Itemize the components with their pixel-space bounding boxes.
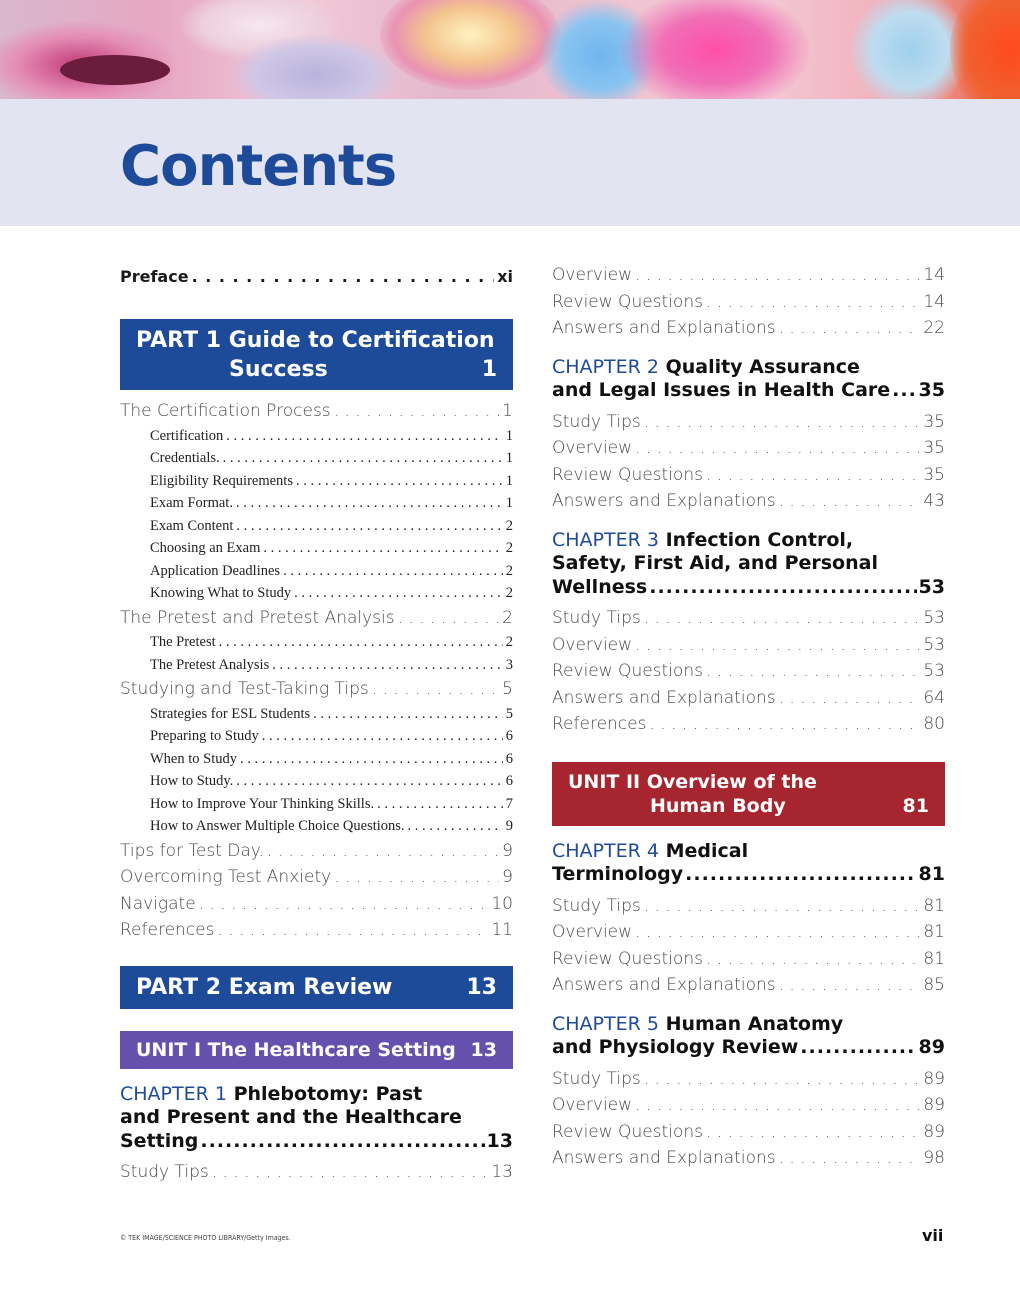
part-1-heading[interactable] xyxy=(120,319,513,390)
chapter-title-line1: Infection Control, xyxy=(665,528,854,551)
entry-page: 81 xyxy=(923,948,945,969)
dot-leader xyxy=(267,838,499,865)
dot-leader xyxy=(372,676,499,703)
dot-leader xyxy=(779,685,921,712)
dot-leader xyxy=(706,946,920,973)
dot-leader xyxy=(685,863,916,887)
dot-leader xyxy=(334,864,499,891)
chapter-page: 13 xyxy=(486,1129,513,1152)
unit-2-heading[interactable] xyxy=(552,762,945,826)
entry-label: Knowing What to Study xyxy=(150,585,292,601)
chapter-number: CHAPTER 5 xyxy=(552,1012,659,1035)
dot-leader xyxy=(217,917,488,944)
toc-entry[interactable] xyxy=(120,917,513,944)
entry-page: 13 xyxy=(491,1162,513,1182)
toc-entry[interactable] xyxy=(552,409,945,436)
toc-subentry[interactable] xyxy=(120,582,513,605)
toc-entry[interactable] xyxy=(552,972,945,999)
dot-leader xyxy=(779,488,921,515)
toc-subentry[interactable] xyxy=(120,793,513,816)
entry-page: 81 xyxy=(923,922,945,942)
toc-right-column xyxy=(552,262,945,1172)
entry-page: 3 xyxy=(505,656,513,673)
entry-label: Answers and Explanations xyxy=(552,1148,776,1168)
dot-leader xyxy=(192,262,495,292)
chapter-title-line2: and Physiology Review xyxy=(552,1036,799,1058)
toc-entry[interactable] xyxy=(552,658,945,685)
entry-page: 2 xyxy=(505,540,513,556)
entry-label: Preparing to Study xyxy=(150,728,259,744)
toc-entry[interactable] xyxy=(552,262,945,289)
dot-leader xyxy=(644,893,921,920)
entry-page: 9 xyxy=(502,840,513,861)
toc-entry[interactable] xyxy=(552,1145,945,1172)
page-number: vii xyxy=(922,1226,944,1245)
entry-label: Study Tips xyxy=(552,895,641,916)
toc-subentry[interactable] xyxy=(120,654,513,677)
part-2-title: PART 2 Exam Review xyxy=(136,974,393,1000)
entry-label: When to Study xyxy=(150,750,237,767)
entry-page: 10 xyxy=(491,893,513,914)
entry-page: 1 xyxy=(505,450,513,466)
photo-credit: © TEK IMAGE/SCIENCE PHOTO LIBRARY/Getty Images. xyxy=(120,1234,291,1242)
chapter-number: CHAPTER 4 xyxy=(552,839,659,862)
chapter-title-line2: Terminology xyxy=(552,863,684,885)
dot-leader xyxy=(706,289,920,316)
toc-entry[interactable] xyxy=(120,676,513,703)
chapter-1-heading[interactable] xyxy=(120,1083,513,1154)
toc-entry[interactable] xyxy=(552,685,945,712)
entry-label: How to Improve Your Thinking Skills. xyxy=(150,795,375,812)
entry-label: Study Tips xyxy=(552,1068,641,1089)
entry-page: 81 xyxy=(923,895,945,916)
dot-leader xyxy=(262,725,503,748)
entry-page: 6 xyxy=(505,728,513,744)
entry-page: 5 xyxy=(505,705,513,722)
toc-entry[interactable] xyxy=(120,605,513,632)
entry-page: 35 xyxy=(923,411,945,432)
chapter-number: CHAPTER 2 xyxy=(552,355,659,378)
toc-subentry[interactable] xyxy=(120,770,513,793)
entry-page: 2 xyxy=(505,562,513,579)
dot-leader xyxy=(635,632,920,659)
dot-leader xyxy=(236,515,502,538)
header-photo xyxy=(0,0,1020,99)
dot-leader xyxy=(635,435,920,462)
dot-leader xyxy=(200,1130,484,1154)
entry-page: 14 xyxy=(923,291,945,312)
chapter-number: CHAPTER 1 xyxy=(120,1082,227,1105)
entry-page: 35 xyxy=(923,438,945,458)
part-2-heading[interactable] xyxy=(120,966,513,1009)
part-1-title-line2: Success xyxy=(229,357,328,382)
entry-page: 22 xyxy=(923,318,945,338)
toc-subentry[interactable] xyxy=(120,447,513,470)
dot-leader xyxy=(635,1092,920,1119)
chapter-title-line1: Quality Assurance xyxy=(665,355,860,378)
toc-entry[interactable] xyxy=(552,435,945,462)
entry-page: 1 xyxy=(505,495,513,511)
entry-label: The Certification Process xyxy=(120,401,331,421)
dot-leader xyxy=(226,425,502,448)
toc-entry-preface[interactable] xyxy=(120,262,513,292)
entry-label: Study Tips xyxy=(552,608,641,628)
entry-page: 9 xyxy=(505,818,513,834)
toc-subentry[interactable] xyxy=(120,748,513,771)
entry-label: The Pretest xyxy=(150,634,216,650)
dot-leader xyxy=(236,492,503,515)
dot-leader xyxy=(706,1119,920,1146)
entry-label: Study Tips xyxy=(120,1162,209,1182)
dot-leader xyxy=(800,1036,916,1060)
chapter-title-line1: Phlebotomy: Past xyxy=(233,1082,423,1105)
toc-entry[interactable] xyxy=(552,1066,945,1093)
dot-leader xyxy=(892,379,916,403)
chapter-title-line1: Human Anatomy xyxy=(665,1012,844,1035)
entry-label: How to Study. xyxy=(150,773,234,789)
toc-subentry[interactable] xyxy=(120,631,513,654)
chapter-page: 53 xyxy=(918,575,945,598)
toc-entry[interactable] xyxy=(120,1159,513,1186)
entry-label: Review Questions xyxy=(552,948,703,969)
entry-label: Overview xyxy=(552,438,633,458)
entry-page: 98 xyxy=(923,1148,945,1168)
unit-2-title-line2: Human Body xyxy=(650,794,786,817)
chapter-title-line3: Wellness xyxy=(552,575,648,598)
entry-page: 89 xyxy=(923,1095,945,1115)
toc-subentry[interactable] xyxy=(120,470,513,493)
toc-subentry[interactable] xyxy=(120,815,513,838)
entry-label: The Pretest and Pretest Analysis xyxy=(120,607,395,628)
chapter-number: CHAPTER 3 xyxy=(552,528,659,551)
dot-leader xyxy=(296,470,503,493)
unit-2-title: UNIT II Overview of the xyxy=(568,770,817,793)
entry-label: Preface xyxy=(120,267,189,286)
dot-leader xyxy=(199,891,489,918)
dot-leader xyxy=(263,537,502,560)
dot-leader xyxy=(408,815,503,838)
entry-page: 6 xyxy=(505,750,513,767)
chapter-2-heading[interactable] xyxy=(552,356,945,403)
dot-leader xyxy=(212,1159,489,1186)
toc-entry[interactable] xyxy=(552,711,945,738)
entry-page: 6 xyxy=(505,773,513,789)
dot-leader xyxy=(294,582,503,605)
dot-leader xyxy=(779,972,921,999)
toc-subentry[interactable] xyxy=(120,560,513,583)
dot-leader xyxy=(644,1066,921,1093)
entry-label: References xyxy=(552,714,647,734)
dot-leader xyxy=(283,560,503,583)
page-title: Contents xyxy=(120,134,397,199)
entry-label: Study Tips xyxy=(552,411,641,432)
toc-entry[interactable] xyxy=(120,398,513,425)
entry-label: Answers and Explanations xyxy=(552,687,776,708)
entry-label: Review Questions xyxy=(552,464,703,485)
toc-entry[interactable] xyxy=(552,605,945,632)
entry-label: Review Questions xyxy=(552,1121,703,1142)
entry-page: 80 xyxy=(923,714,945,734)
entry-label: Answers and Explanations xyxy=(552,491,776,511)
entry-page: 2 xyxy=(505,585,513,601)
chapter-page: 35 xyxy=(918,379,945,401)
entry-page: 85 xyxy=(923,975,945,995)
entry-page: 89 xyxy=(923,1121,945,1142)
entry-page: 1 xyxy=(502,401,513,421)
part-1-title: PART 1 Guide to Certification xyxy=(136,328,495,353)
chapter-title-line2: Safety, First Aid, and Personal xyxy=(552,552,878,574)
dot-leader xyxy=(644,409,921,436)
entry-label: Credentials. xyxy=(150,450,220,466)
toc-subentry[interactable] xyxy=(120,425,513,448)
toc-entry[interactable] xyxy=(552,946,945,973)
entry-label: References xyxy=(120,920,215,940)
toc-entry[interactable] xyxy=(552,462,945,489)
toc-subentry[interactable] xyxy=(120,703,513,726)
entry-label: Overview xyxy=(552,265,633,285)
dot-leader xyxy=(635,919,920,946)
toc-subentry[interactable] xyxy=(120,515,513,538)
entry-page: 64 xyxy=(923,687,945,708)
dot-leader xyxy=(706,462,920,489)
entry-page: 2 xyxy=(505,517,513,534)
entry-label: Overview xyxy=(552,634,633,655)
entry-page: 7 xyxy=(505,795,513,812)
entry-page: 1 xyxy=(505,427,513,444)
chapter-page: 81 xyxy=(918,863,945,885)
dot-leader xyxy=(779,1145,921,1172)
entry-page: 43 xyxy=(923,491,945,511)
chapter-5-heading[interactable] xyxy=(552,1013,945,1060)
toc-entry[interactable] xyxy=(552,632,945,659)
unit-1-title: UNIT I The Healthcare Setting xyxy=(136,1038,456,1061)
toc-entry[interactable] xyxy=(552,919,945,946)
entry-label: Overview xyxy=(552,1095,633,1115)
dot-leader xyxy=(313,703,503,726)
entry-page: 89 xyxy=(923,1068,945,1089)
entry-label: Application Deadlines xyxy=(150,562,281,579)
dot-leader xyxy=(649,711,920,738)
dot-leader xyxy=(272,654,503,677)
part-1-entries xyxy=(120,398,513,944)
entry-label: Overview xyxy=(552,922,633,942)
toc-entry[interactable] xyxy=(552,315,945,342)
dot-leader xyxy=(398,605,500,632)
toc-subentry[interactable] xyxy=(120,492,513,515)
entry-page: 2 xyxy=(502,607,513,628)
entry-label: Answers and Explanations xyxy=(552,975,776,995)
entry-label: Studying and Test-Taking Tips xyxy=(120,679,369,699)
entry-label: Review Questions xyxy=(552,661,703,681)
dot-leader xyxy=(223,447,503,470)
dot-leader xyxy=(334,398,500,425)
chapter-title-line2: and Present and the Healthcare xyxy=(120,1106,462,1128)
entry-page: xi xyxy=(497,267,513,286)
unit-2-page: 81 xyxy=(902,794,929,817)
dot-leader xyxy=(635,262,920,289)
toc-subentry[interactable] xyxy=(120,537,513,560)
entry-label: Overcoming Test Anxiety xyxy=(120,867,332,887)
entry-label: Strategies for ESL Students xyxy=(150,705,311,722)
entry-label: How to Answer Multiple Choice Questions. xyxy=(150,818,405,834)
entry-label: Exam Content xyxy=(150,517,234,534)
dot-leader xyxy=(644,605,921,632)
entry-page: 53 xyxy=(923,634,945,655)
dot-leader xyxy=(219,631,503,654)
toc-subentry[interactable] xyxy=(120,725,513,748)
entry-page: 11 xyxy=(491,920,513,940)
chapter-title-line1: Medical xyxy=(665,839,749,862)
chapter-title-line2: and Legal Issues in Health Care xyxy=(552,379,891,401)
entry-page: 1 xyxy=(505,472,513,489)
entry-label: Review Questions xyxy=(552,291,703,312)
entry-label: The Pretest Analysis xyxy=(150,656,270,673)
toc-entry[interactable] xyxy=(552,488,945,515)
part-1-page: 1 xyxy=(481,357,497,382)
toc-entry[interactable] xyxy=(120,864,513,891)
entry-label: Choosing an Exam xyxy=(150,540,261,556)
toc-entry[interactable] xyxy=(552,1092,945,1119)
entry-page: 2 xyxy=(505,634,513,650)
entry-page: 14 xyxy=(923,265,945,285)
toc-entry[interactable] xyxy=(552,289,945,316)
toc-entry[interactable] xyxy=(120,891,513,918)
unit-1-heading[interactable] xyxy=(120,1031,513,1069)
entry-label: Navigate xyxy=(120,893,196,914)
entry-page: 35 xyxy=(923,464,945,485)
entry-page: 5 xyxy=(502,679,513,699)
dot-leader xyxy=(240,748,503,771)
entry-label: Certification xyxy=(150,427,224,444)
dot-leader xyxy=(649,576,916,600)
entry-label: Eligibility Requirements xyxy=(150,472,293,489)
entry-label: Exam Format. xyxy=(150,495,233,511)
toc-entry[interactable] xyxy=(120,838,513,865)
dot-leader xyxy=(779,315,921,342)
entry-label: Tips for Test Day. xyxy=(120,840,264,861)
chapter-title-line3: Setting xyxy=(120,1129,199,1152)
entry-label: Answers and Explanations xyxy=(552,318,776,338)
chapter-page: 89 xyxy=(918,1036,945,1058)
toc-entry[interactable] xyxy=(552,893,945,920)
part-2-page: 13 xyxy=(466,974,497,1000)
toc-entry[interactable] xyxy=(552,1119,945,1146)
unit-1-page: 13 xyxy=(470,1038,497,1061)
entry-page: 53 xyxy=(923,661,945,681)
entry-page: 9 xyxy=(502,867,513,887)
dot-leader xyxy=(706,658,920,685)
dot-leader xyxy=(377,793,503,816)
toc-left-column xyxy=(120,262,513,1186)
chapter-3-heading[interactable] xyxy=(552,529,945,600)
entry-page: 53 xyxy=(923,608,945,628)
dot-leader xyxy=(236,770,503,793)
chapter-4-heading[interactable] xyxy=(552,840,945,887)
